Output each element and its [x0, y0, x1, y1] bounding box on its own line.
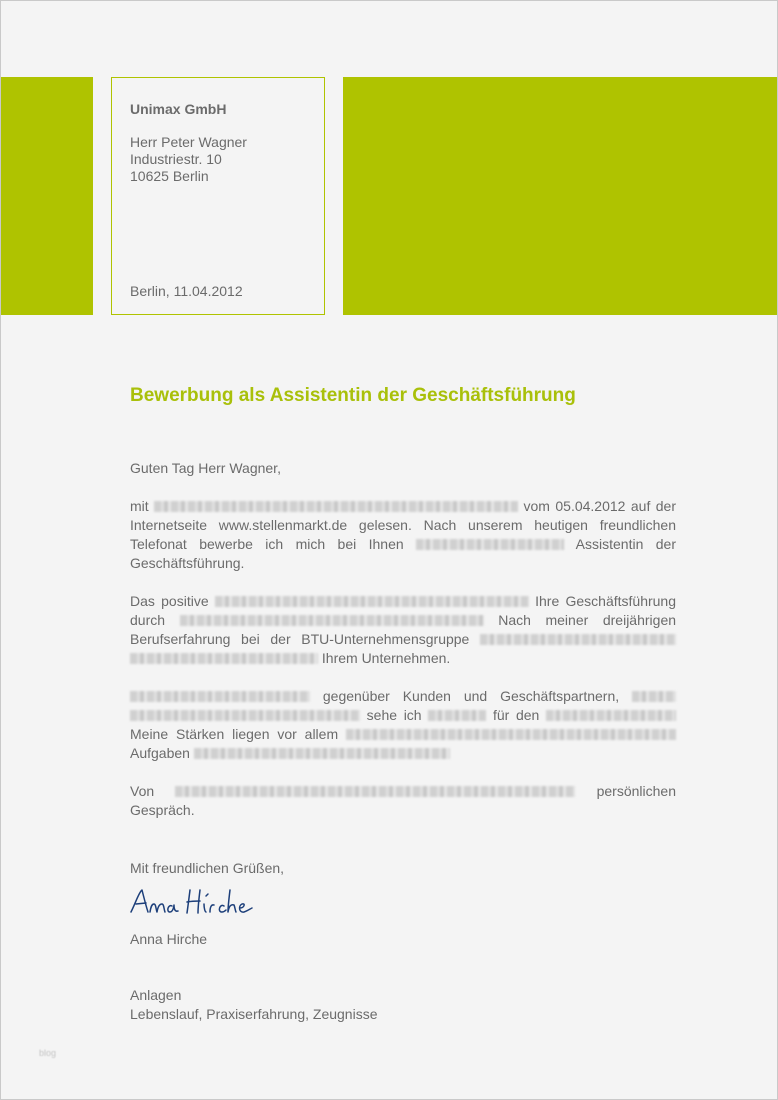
recipient-street: Industriestr. 10	[130, 151, 222, 167]
paragraph-text: Assistentin der Geschäftsführung.	[130, 536, 676, 571]
redacted-text	[546, 710, 676, 721]
paragraph-text: Aufgaben	[130, 745, 190, 761]
recipient-address	[130, 134, 247, 185]
redacted-text	[130, 710, 360, 721]
paragraph-text: Ihre Geschäftsführung durch	[130, 593, 677, 628]
watermark: blog	[39, 1048, 57, 1058]
redacted-text	[346, 729, 676, 740]
paragraph-text: vom 05.04.2012 auf der Internetseite www.stellenmarkt.de gelesen. Nach unserem heutigen freundlichen Telefonat bewerbe ich mich bei Ihnen	[130, 498, 676, 552]
date-line: Berlin, 11.04.2012	[130, 283, 243, 299]
paragraph-2	[130, 592, 676, 668]
paragraph-1	[130, 497, 676, 573]
redacted-text	[130, 653, 318, 664]
paragraph-3	[130, 687, 676, 763]
redacted-text	[154, 501, 518, 512]
recipient-company: Unimax GmbH	[130, 101, 227, 117]
recipient-name: Herr Peter Wagner	[130, 134, 247, 150]
paragraph-text: für den	[492, 707, 540, 723]
paragraph-text: Von	[130, 783, 155, 799]
closing: Mit freundlichen Grüßen,	[130, 860, 285, 876]
paragraph-text: Das positive	[130, 593, 209, 609]
paragraph-text: Meine Stärken liegen vor allem	[130, 726, 339, 742]
paragraph-4	[130, 782, 676, 820]
attachments-label: Anlagen	[130, 987, 182, 1003]
redacted-text	[416, 539, 564, 550]
paragraph-text: Nach meiner dreijährigen Berufserfahrung bei der BTU-Unternehmensgruppe	[130, 612, 677, 647]
paragraph-text: Ihrem Unternehmen.	[321, 650, 451, 666]
paragraph-text: mit	[130, 498, 149, 514]
recipient-city: 10625 Berlin	[130, 168, 209, 184]
attachments-list: Lebenslauf, Praxiserfahrung, Zeugnisse	[130, 1006, 378, 1022]
address-box	[111, 77, 325, 315]
redacted-text	[175, 786, 575, 797]
redacted-text	[215, 596, 529, 607]
redacted-text	[480, 634, 676, 645]
signature-image	[128, 886, 263, 925]
redacted-text	[180, 615, 484, 626]
paragraph-text: persönlichen Gespräch.	[130, 783, 676, 818]
accent-block-left	[1, 77, 93, 315]
redacted-text	[130, 691, 310, 702]
letter-subject: Bewerbung als Assistentin der Geschäftsführung	[130, 385, 576, 406]
signer-name: Anna Hirche	[130, 931, 208, 947]
accent-block-right	[343, 77, 777, 315]
redacted-text	[428, 710, 486, 721]
salutation: Guten Tag Herr Wagner,	[130, 460, 281, 476]
paragraph-text: sehe ich	[366, 707, 422, 723]
signature-icon	[128, 886, 263, 920]
redacted-text	[194, 748, 450, 759]
paragraph-text: gegenüber Kunden und Geschäftspartnern,	[322, 688, 620, 704]
redacted-text	[632, 691, 676, 702]
